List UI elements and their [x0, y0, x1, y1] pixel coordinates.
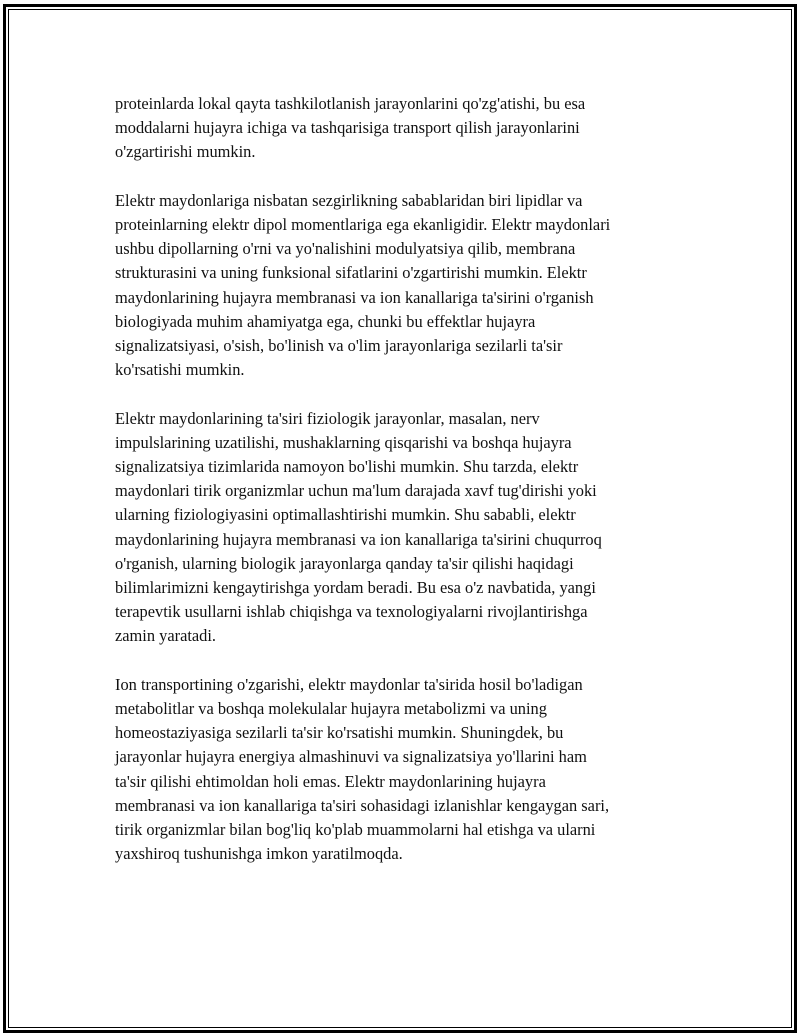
paragraph-1: proteinlarda lokal qayta tashkilotlanish jarayonlarini qo'zg'atishi, bu esa moddalarni hujayra ichiga va tashqarisiga transport qilish jarayonlarini o'zgartirishi mumkin. [115, 94, 586, 162]
paragraph-3: Elektr maydonlarining ta'siri fiziologik jarayonlar, masalan, nerv impulslarining uzatilishi, mushaklarning qisqarishi va boshqa hujayra signalizatsiya tizimlarida namoyon bo'lishi mumkin. Shu tarzda, elektr maydonlari tirik organizmlar uchun ma'lum darajada xavf tug'dirishi yoki ularning fiziologiyasini optimallashtirishi mumkin. Shu sababli, elektr maydonlarining hujayra membranasi va ion kanallariga ta'sirini chuqurroq o'rganish, ularning biologik jarayonlarga qanday ta'sir qilishi haqidagi bilimlarimizni kengaytirishga yordam beradi. Bu esa o'z navbatida, yangi terapevtik usullarni ishlab chiqishga va texnologiyalarni rivojlantirishga zamin yaratadi. [115, 408, 602, 646]
paragraph-2: Elektr maydonlariga nisbatan sezgirlikning sabablaridan biri lipidlar va proteinlarning elektr dipol momentlariga ega ekanligidir. Elektr maydonlari ushbu dipollarning o'rni va yo'nalishini modulyatsiya qilib, membrana strukturasini va uning funksional sifatlarini o'zgartirishi mumkin. Elektr maydonlarining hujayra membranasi va ion kanallariga ta'sirini o'rganish biologiyada muhim ahamiyatga ega, chunki bu effektlar hujayra signalizatsiyasi, o'sish, bo'linish va o'lim jarayonlariga sezilarli ta'sir ko'rsatishi mumkin. [115, 190, 611, 380]
document-body [115, 92, 680, 891]
paragraph-4: Ion transportining o'zgarishi, elektr maydonlar ta'sirida hosil bo'ladigan metabolitlar va boshqa molekulalar hujayra metabolizmi va uning homeostaziyasiga sezilarli ta'sir ko'rsatishi mumkin. Shuningdek, bu jarayonlar hujayra energiya almashinuvi va signalizatsiya yo'llarini ham ta'sir qilishi ehtimoldan holi emas. Elektr maydonlarining hujayra membranasi va ion kanallariga ta'siri sohasidagi izlanishlar kengaygan sari, tirik organizmlar bilan bog'liq ko'plab muammolarni hal etishga va ularni yaxshiroq tushunishga imkon yaratilmoqda. [115, 674, 610, 864]
